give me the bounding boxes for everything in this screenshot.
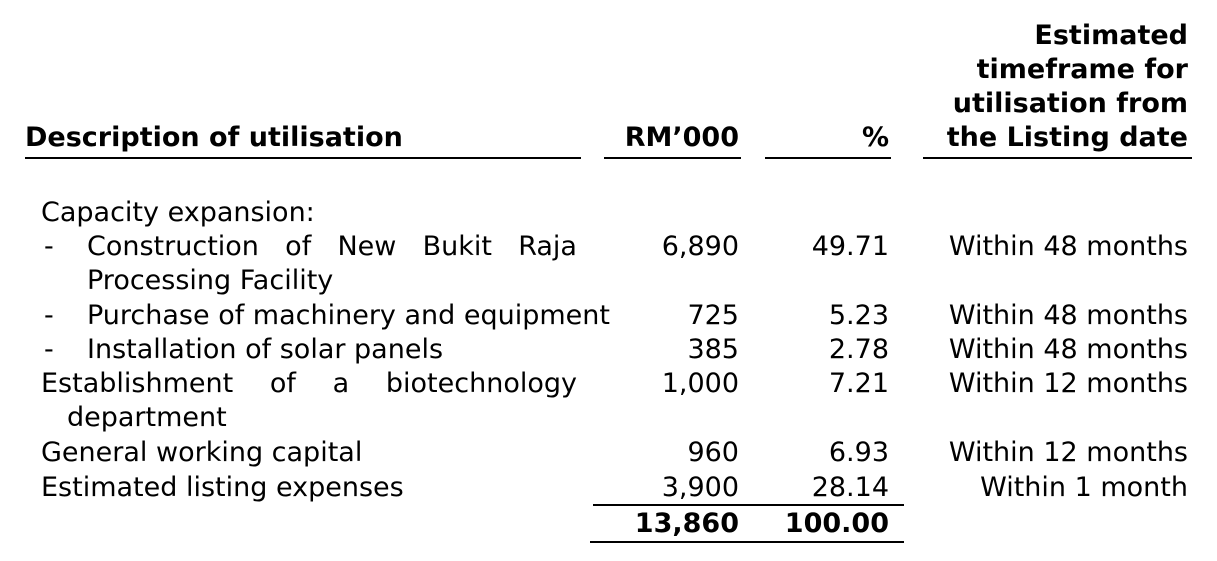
biotech-percent: 7.21 [828, 368, 889, 399]
construction-label-line-2: Processing Facility [87, 265, 334, 296]
dash-bullet: - [44, 334, 54, 365]
construction-timeframe: Within 48 months [948, 231, 1188, 262]
header-timeframe-line-3: utilisation from [952, 88, 1188, 119]
header-timeframe [947, 19, 1188, 155]
construction-word: Construction [87, 231, 259, 262]
header-timeframe-line-1: Estimated [1034, 20, 1188, 51]
working-capital-label: General working capital [41, 437, 363, 468]
construction-percent: 49.71 [811, 231, 889, 262]
capacity-expansion-heading: Capacity expansion: [41, 197, 315, 228]
header-rule-percent [765, 157, 891, 159]
listing-expenses-label: Estimated listing expenses [41, 472, 404, 503]
machinery-label: Purchase of machinery and equipment [87, 300, 610, 331]
dash-bullet: - [44, 300, 54, 331]
biotech-word: a [332, 368, 350, 399]
total-rm: 13,860 [634, 508, 739, 539]
construction-word: New [337, 231, 397, 262]
header-rule-description [25, 157, 581, 159]
header-description: Description of utilisation [25, 122, 403, 153]
working-capital-percent: 6.93 [828, 437, 889, 468]
listing-expenses-percent: 28.14 [811, 472, 889, 503]
biotech-label-line-2: department [67, 402, 227, 433]
listing-expenses-rm: 3,900 [661, 472, 739, 503]
total-bottom-rule [590, 541, 904, 543]
solar-label: Installation of solar panels [87, 334, 444, 365]
header-percent: % [861, 122, 889, 153]
solar-timeframe: Within 48 months [948, 334, 1188, 365]
total-percent: 100.00 [784, 508, 889, 539]
dash-bullet: - [44, 231, 54, 262]
biotech-rm: 1,000 [661, 368, 739, 399]
solar-rm: 385 [687, 334, 739, 365]
construction-rm: 6,890 [661, 231, 739, 262]
working-capital-rm: 960 [687, 437, 739, 468]
header-rule-rm [604, 157, 741, 159]
construction-label-line-1 [87, 230, 577, 264]
biotech-word: of [269, 368, 296, 399]
biotech-word: biotechnology [385, 368, 577, 399]
header-timeframe-line-2: timeframe for [976, 54, 1188, 85]
machinery-timeframe: Within 48 months [948, 300, 1188, 331]
listing-expenses-timeframe: Within 1 month [980, 472, 1188, 503]
working-capital-timeframe: Within 12 months [948, 437, 1188, 468]
solar-percent: 2.78 [828, 334, 889, 365]
construction-word: Bukit [422, 231, 492, 262]
construction-word: of [285, 231, 312, 262]
biotech-word: Establishment [41, 368, 234, 399]
machinery-percent: 5.23 [828, 300, 889, 331]
total-top-rule [593, 504, 904, 506]
machinery-rm: 725 [687, 300, 739, 331]
biotech-timeframe: Within 12 months [948, 368, 1188, 399]
header-rm: RM’000 [624, 122, 739, 153]
construction-word: Raja [518, 231, 577, 262]
biotech-label-line-1 [41, 367, 577, 401]
header-rule-timeframe [923, 157, 1192, 159]
header-timeframe-line-4: the Listing date [946, 122, 1188, 153]
